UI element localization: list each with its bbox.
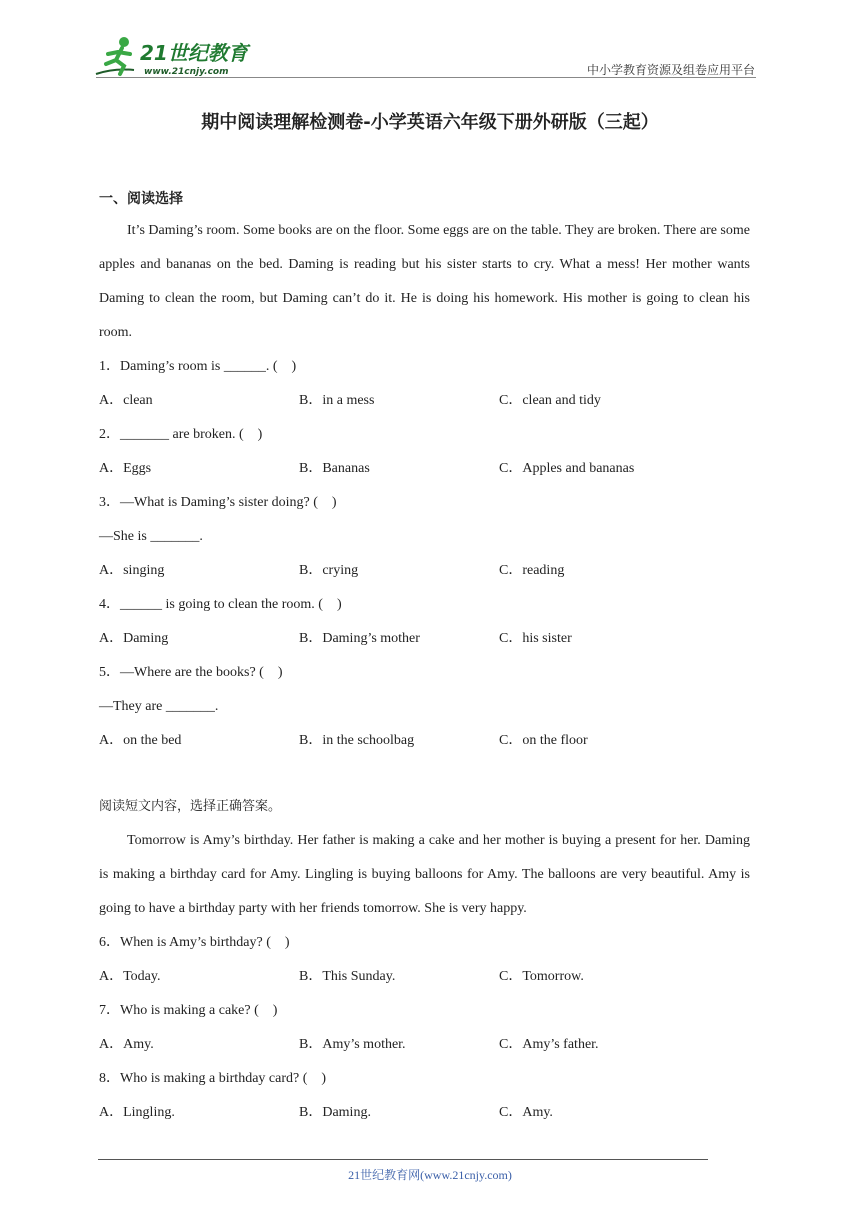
question-stem: 8．Who is making a birthday card? ( ) (99, 1071, 327, 1086)
question-5 (99, 656, 750, 758)
option-a[interactable]: A．Amy. (99, 1037, 154, 1052)
section-spacer (99, 758, 750, 790)
option-a[interactable]: A．Today. (99, 969, 161, 984)
option-b[interactable]: B．Amy’s mother. (299, 1037, 406, 1052)
question-stem-answer: —She is _______. (99, 529, 203, 544)
option-b[interactable]: B．Daming. (299, 1105, 371, 1120)
logo-url: www.21cnjy.com (144, 67, 229, 77)
site-logo (94, 34, 264, 78)
question-stem: 4．______ is going to clean the room. ( ) (99, 597, 342, 612)
question-options (99, 384, 750, 418)
logo-text: 21世纪教育 (140, 41, 248, 65)
reading-passage-1: It’s Daming’s room. Some books are on the floor. Some eggs are on the table. They are broken. There are some apples and bananas on the bed. Daming is reading but his sister starts to cry. What a mess! Her mother wants Daming to clean the room, but Daming can’t do it. He is doing his homework. His mother is going to clean his room. (99, 223, 750, 340)
footer-divider (98, 1159, 708, 1160)
question-stem: 3．—What is Daming’s sister doing? ( ) (99, 495, 337, 510)
reading-passage-2: Tomorrow is Amy’s birthday. Her father is making a cake and her mother is buying a present for her. Daming is making a birthday card for Amy. Lingling is buying balloons for Amy. The balloons are very beautiful. Amy is going to have a birthday party with her friends tomorrow. She is very happy. (99, 833, 750, 916)
option-b[interactable]: B．crying (299, 563, 359, 578)
option-a[interactable]: A．singing (99, 563, 165, 578)
option-c[interactable]: C．clean and tidy (499, 393, 601, 408)
question-stem: 6．When is Amy’s birthday? ( ) (99, 935, 290, 950)
section-heading: 一、阅读选择 (99, 191, 183, 207)
document-body (99, 184, 750, 1130)
question-stem-answer: —They are _______. (99, 699, 219, 714)
option-b[interactable]: B．This Sunday. (299, 969, 396, 984)
option-c[interactable]: C．Amy’s father. (499, 1037, 599, 1052)
question-options (99, 452, 750, 486)
option-a[interactable]: A．Daming (99, 631, 169, 646)
question-options (99, 1096, 750, 1130)
question-6 (99, 926, 750, 994)
question-4 (99, 588, 750, 656)
footer-link[interactable]: 21世纪教育网(www.21cnjy.com) (348, 1168, 512, 1182)
option-b[interactable]: B．Bananas (299, 461, 370, 476)
runner-icon (96, 37, 134, 74)
header-divider (96, 77, 756, 78)
option-b[interactable]: B．Daming’s mother (299, 631, 420, 646)
question-3 (99, 486, 750, 588)
option-a[interactable]: A．on the bed (99, 733, 182, 748)
option-b[interactable]: B．in the schoolbag (299, 733, 415, 748)
question-options (99, 1028, 750, 1062)
option-c[interactable]: C．reading (499, 563, 565, 578)
question-stem: 7．Who is making a cake? ( ) (99, 1003, 278, 1018)
header-platform-text: 中小学教育资源及组卷应用平台 (586, 63, 755, 77)
question-7 (99, 994, 750, 1062)
question-options (99, 724, 750, 758)
option-c[interactable]: C．Amy. (499, 1105, 553, 1120)
option-a[interactable]: A．Eggs (99, 461, 152, 476)
question-2 (99, 418, 750, 486)
question-1 (99, 350, 750, 418)
question-options (99, 622, 750, 656)
option-b[interactable]: B．in a mess (299, 393, 375, 408)
option-c[interactable]: C．Apples and bananas (499, 461, 635, 476)
option-c[interactable]: C．on the floor (499, 733, 588, 748)
option-c[interactable]: C．Tomorrow. (499, 969, 584, 984)
page-title: 期中阅读理解检测卷-小学英语六年级下册外研版（三起） (201, 112, 659, 133)
question-stem: 5．—Where are the books? ( ) (99, 665, 283, 680)
question-8 (99, 1062, 750, 1130)
option-c[interactable]: C．his sister (499, 631, 572, 646)
question-options (99, 554, 750, 588)
section-instruction: 阅读短文内容，选择正确答案。 (99, 799, 282, 814)
question-options (99, 960, 750, 994)
question-stem: 2．_______ are broken. ( ) (99, 427, 263, 442)
option-a[interactable]: A．clean (99, 393, 153, 408)
option-a[interactable]: A．Lingling. (99, 1105, 175, 1120)
question-stem: 1．Daming’s room is ______. ( ) (99, 359, 297, 374)
